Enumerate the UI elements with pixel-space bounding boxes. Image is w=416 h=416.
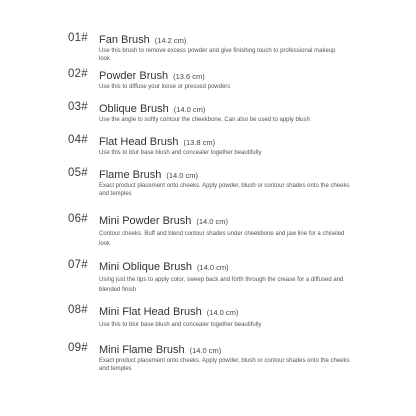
item-size: (14.0 cm)	[173, 105, 206, 114]
item-description: Exact product placement onto cheeks. Apply powder, blush or contour shades onto the cheeks and temples	[99, 358, 350, 372]
item-title	[99, 68, 361, 84]
item-name: Flame Brush	[99, 169, 162, 181]
item-content	[99, 342, 354, 373]
item-name: Mini Powder Brush	[99, 215, 192, 227]
item-number: 06#	[68, 213, 88, 225]
item-title	[99, 167, 361, 183]
item-number: 05#	[68, 167, 88, 179]
item-title	[99, 342, 354, 358]
item-name: Powder Brush	[99, 70, 169, 82]
item-description: Use this to blur base blush and concealer together beautifully	[99, 322, 262, 328]
item-content	[99, 32, 339, 63]
item-number: 01#	[68, 32, 88, 44]
item-name: Flat Head Brush	[99, 136, 179, 148]
item-number: 08#	[68, 304, 88, 316]
item-content	[99, 101, 361, 125]
item-content	[99, 259, 354, 295]
item-name: Mini Flame Brush	[99, 344, 185, 356]
item-content	[99, 68, 361, 92]
item-title	[99, 134, 361, 150]
item-title	[99, 304, 361, 320]
item-size: (13.8 cm)	[183, 138, 216, 147]
item-size: (13.6 cm)	[173, 72, 205, 81]
item-size: (14.0 cm)	[189, 346, 222, 355]
item-description: Use this to blur base blush and concealer together beautifully	[99, 150, 262, 156]
item-size: (14.0 cm)	[196, 263, 229, 272]
item-name: Mini Flat Head Brush	[99, 306, 202, 318]
item-description: Contour cheeks. Buff and blend contour shades under cheekbone and jaw line for a chiseled look	[99, 231, 345, 247]
item-description: Use this brush to remove excess powder and give finishing touch to professional makeup look	[99, 48, 336, 62]
item-number: 07#	[68, 259, 88, 271]
item-name: Fan Brush	[99, 34, 150, 46]
item-description: Using just the tips to apply color, sweep back and forth through the crease for a diffused and blended finish	[99, 277, 344, 293]
item-content	[99, 304, 361, 330]
item-description: Use this to diffuse your loose or pressed powders	[99, 84, 231, 90]
item-title	[99, 259, 354, 275]
item-size: (14.0 cm)	[166, 171, 199, 180]
item-content	[99, 213, 354, 249]
item-number: 02#	[68, 68, 88, 80]
item-name: Oblique Brush	[99, 103, 169, 115]
item-name: Mini Oblique Brush	[99, 261, 192, 273]
item-content	[99, 134, 361, 158]
item-size: (14.2 cm)	[154, 36, 187, 45]
item-size: (14.0 cm)	[196, 217, 229, 226]
item-number: 04#	[68, 134, 88, 146]
item-title	[99, 213, 354, 229]
item-size: (14.0 cm)	[206, 308, 239, 317]
item-number: 09#	[68, 342, 88, 354]
item-content	[99, 167, 361, 198]
item-description: Use the angle to softly contour the cheekbone. Can also be used to apply blush	[99, 117, 310, 123]
item-description: Exact product placement onto cheeks. Apply powder, blush or contour shades onto the cheeks and temples	[99, 183, 350, 197]
item-number: 03#	[68, 101, 88, 113]
item-title	[99, 32, 339, 48]
item-title	[99, 101, 361, 117]
